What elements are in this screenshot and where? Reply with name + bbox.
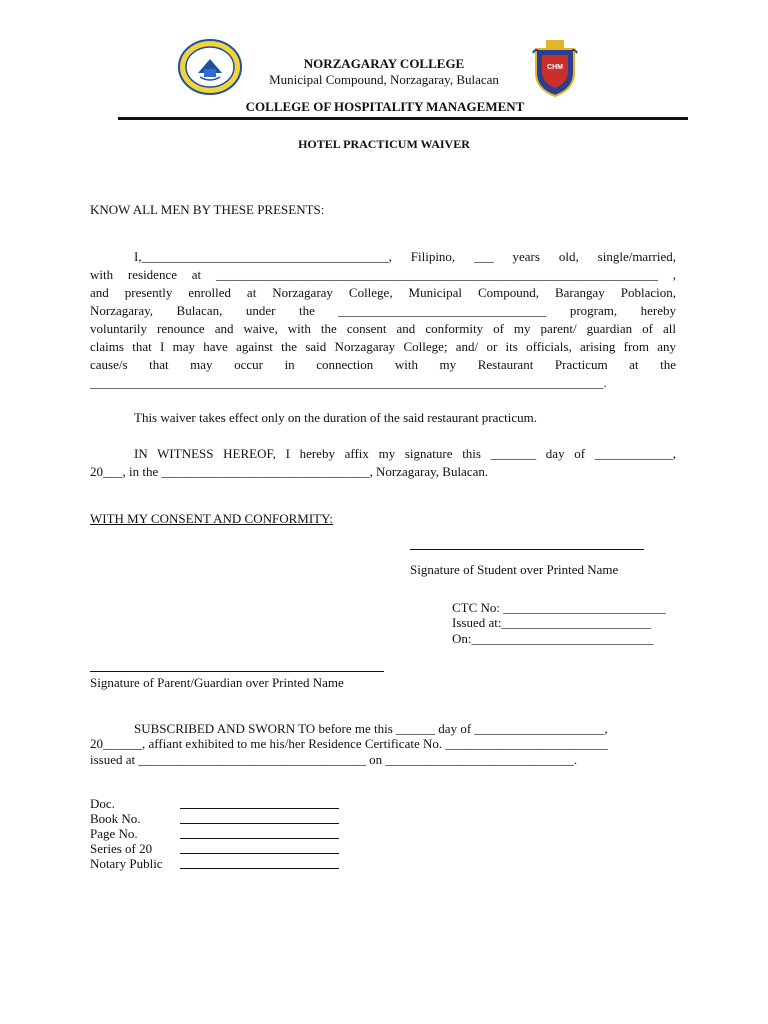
ctc-on: On:____________________________ bbox=[452, 631, 654, 646]
notary-public-line bbox=[180, 868, 339, 869]
student-signature-line bbox=[410, 549, 644, 550]
department-name: COLLEGE OF HOSPITALITY MANAGEMENT bbox=[245, 99, 525, 114]
document-title: HOTEL PRACTICUM WAIVER bbox=[298, 137, 470, 151]
ctc-number: CTC No: _________________________ bbox=[452, 600, 666, 615]
notary-line-2: 20______, affiant exhibited to me his/her Residence Certificate No. _________________________ bbox=[90, 736, 608, 751]
series-label: Series of 20 bbox=[90, 841, 153, 856]
witness-line: IN WITNESS HEREOF, I hereby affix my signature this _______ day of ____________, bbox=[134, 446, 676, 461]
ctc-issued-at: Issued at:_______________________ bbox=[452, 615, 651, 630]
witness-line: 20___, in the ________________________________, Norzagaray, Bulacan. bbox=[90, 464, 489, 479]
series-line bbox=[180, 853, 339, 854]
effect-text: This waiver takes effect only on the duration of the said restaurant practicum. bbox=[134, 410, 537, 425]
intro-text: KNOW ALL MEN BY THESE PRESENTS: bbox=[90, 202, 325, 217]
notary-public-label: Notary Public bbox=[90, 856, 163, 871]
doc-label: Doc. bbox=[90, 796, 115, 811]
notary-line-1: SUBSCRIBED AND SWORN TO before me this ______ day of ____________________, bbox=[134, 721, 608, 736]
chm-shield-logo bbox=[532, 39, 578, 97]
paragraph-line: claims that I may have against the said Norzagaray College; and/ or its officials, arising from any bbox=[90, 339, 676, 354]
book-line bbox=[180, 823, 339, 824]
page-line bbox=[180, 838, 339, 839]
paragraph-line: with residence at ____________________________________________________________________ , bbox=[90, 267, 676, 282]
paragraph-line: _______________________________________________________________________________. bbox=[90, 375, 607, 390]
parent-signature-line bbox=[90, 671, 384, 672]
student-signature-label: Signature of Student over Printed Name bbox=[410, 562, 619, 577]
paragraph-line: Norzagaray, Bulacan, under the ________________________________ program, hereby bbox=[90, 303, 676, 318]
norzagaray-college-seal bbox=[178, 39, 242, 95]
notary-line-3: issued at ___________________________________ on _____________________________. bbox=[90, 752, 578, 767]
paragraph-line: I,______________________________________, Filipino, ___ years old, single/married, bbox=[134, 249, 676, 264]
waiver-paragraph bbox=[90, 248, 676, 392]
paragraph-line: voluntarily renounce and waive, with the consent and conformity of my parent/ guardian of all bbox=[90, 321, 676, 336]
paragraph-line: cause/s that may occur in connection with my Restaurant Practicum at the bbox=[90, 357, 676, 372]
header-divider bbox=[118, 117, 688, 120]
college-name: NORZAGARAY COLLEGE bbox=[303, 56, 465, 71]
paragraph-line: and presently enrolled at Norzagaray College, Municipal Compound, Barangay Poblacion, bbox=[90, 285, 676, 300]
consent-heading: WITH MY CONSENT AND CONFORMITY: bbox=[90, 511, 333, 526]
parent-signature-label: Signature of Parent/Guardian over Printed Name bbox=[90, 675, 344, 690]
witness-paragraph bbox=[90, 445, 676, 481]
page-label: Page No. bbox=[90, 826, 138, 841]
book-label: Book No. bbox=[90, 811, 141, 826]
shield-text: CHM bbox=[547, 64, 563, 71]
doc-line bbox=[180, 808, 339, 809]
college-address: Municipal Compound, Norzagaray, Bulacan bbox=[269, 72, 499, 87]
